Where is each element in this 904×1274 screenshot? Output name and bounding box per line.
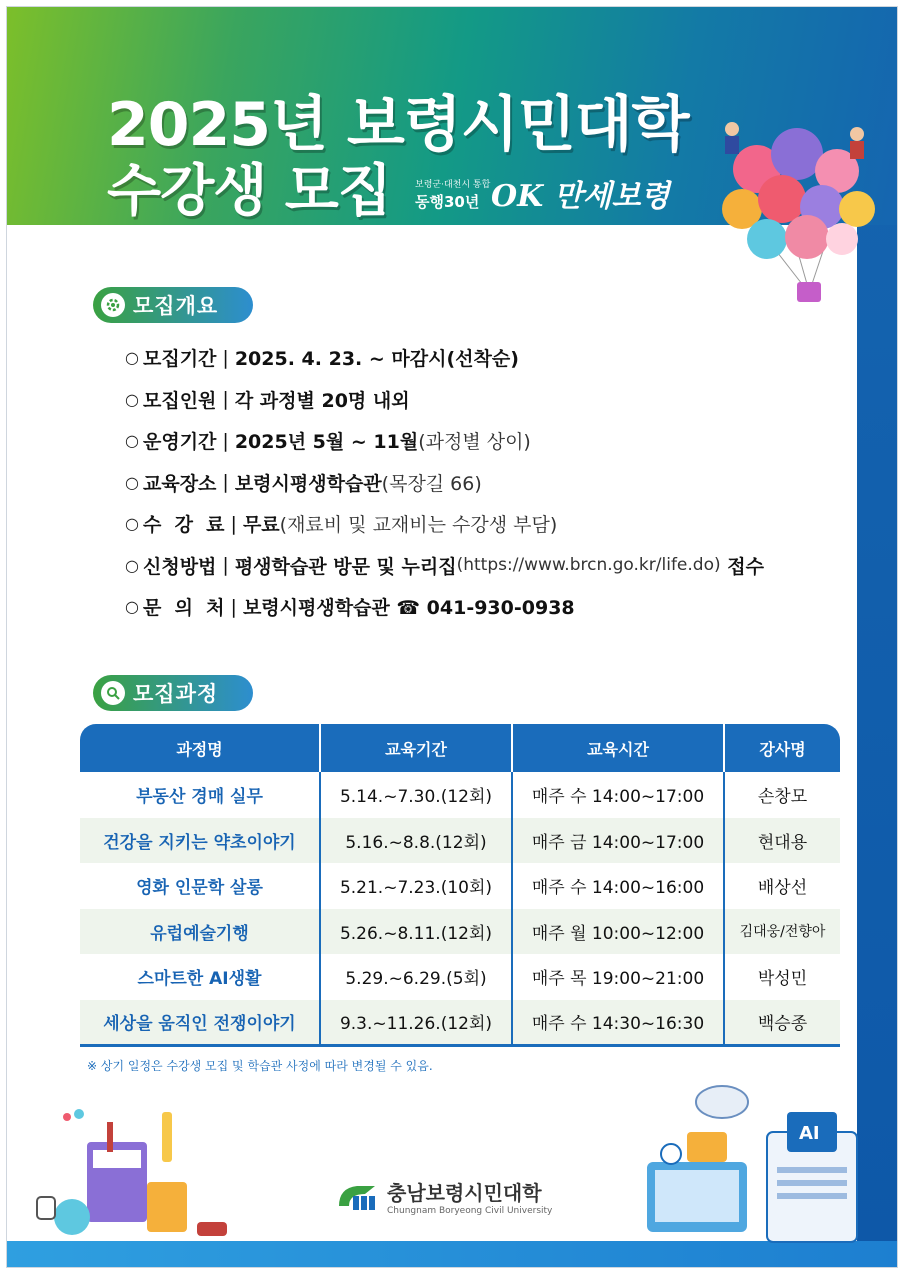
overview-item: ○ 교육장소 | 보령시평생학습관 (목장길 66) [125, 462, 855, 504]
table-row [80, 818, 840, 864]
course-time: 매주 월 10:00~12:00 [512, 909, 724, 955]
table-row [80, 863, 840, 909]
circle-bullet-icon: ○ [125, 597, 139, 617]
course-instructor: 손창모 [757, 787, 808, 808]
section-title-overview: 모집개요 [133, 294, 219, 318]
section-header-overview [93, 287, 253, 323]
item-tail: 접수 [720, 555, 764, 578]
item-label: 교육장소 [143, 472, 217, 495]
slogan-big: 동행30년 [415, 193, 480, 211]
course-time: 매주 금 14:00~17:00 [512, 818, 724, 864]
course-name: 유럽예술기행 [80, 909, 320, 955]
ai-technology-illustration [627, 1072, 887, 1252]
schedule-note: ※ 상기 일정은 수강생 모집 및 학습관 사정에 따라 변경될 수 있음. [87, 1059, 433, 1073]
item-note: (목장길 66) [381, 472, 482, 495]
item-label: 운영기간 [143, 431, 217, 454]
item-value: 보령시평생학습관 [234, 472, 382, 495]
gear-icon [101, 293, 125, 317]
course-time: 매주 목 19:00~21:00 [512, 954, 724, 1000]
table-header-row [80, 724, 840, 772]
course-period: 5.26.~8.11.(12회) [320, 909, 512, 955]
item-label: 모집인원 [143, 389, 217, 412]
course-period: 5.29.~6.29.(5회) [320, 954, 512, 1000]
university-english-name: Chungnam Boryeong Civil University [387, 1206, 553, 1216]
circle-bullet-icon: ○ [125, 348, 139, 368]
item-value: 보령시평생학습관 ☎ 041-930-0938 [242, 597, 575, 620]
item-value: 각 과정별 20명 내외 [234, 389, 410, 412]
slogan-small: 보령군·대천시 통합 [415, 180, 491, 190]
overview-item: ○ 문 의 처 | 보령시평생학습관 ☎ 041-930-0938 [125, 586, 855, 628]
course-instructor: 백승종 [724, 1000, 840, 1046]
overview-item: ○ 신청방법 | 평생학습관 방문 및 누리집 (https://www.brcn.go.kr/life.do) 접수 [125, 545, 855, 587]
course-time: 매주 수 14:00~17:00 [512, 772, 724, 818]
circle-bullet-icon: ○ [125, 472, 139, 492]
circle-bullet-icon: ○ [125, 555, 139, 575]
table-row [80, 954, 840, 1000]
item-label: 모집기간 [143, 348, 217, 371]
table-row [80, 1000, 840, 1046]
course-instructor: 배상선 [757, 878, 808, 899]
overview-item: ○ 모집인원 | 각 과정별 20명 내외 [125, 379, 855, 421]
overview-item: ○ 운영기간 | 2025년 5월 ~ 11월 (과정별 상이) [125, 420, 855, 462]
item-label: 신청방법 [143, 555, 217, 578]
slogan-script: OK 만세보령 [491, 179, 670, 214]
course-period: 5.14.~7.30.(12회) [320, 772, 512, 818]
overview-item: ○ 수 강 료 | 무료 (재료비 및 교재비는 수강생 부담) [125, 503, 855, 545]
course-instructor: 김대웅/전향아 [724, 909, 840, 955]
overview-item: ○ 모집기간 | 2025. 4. 23. ~ 마감시(선착순) [125, 337, 855, 379]
university-name: 충남보령시민대학 [387, 1181, 542, 1205]
column-header: 과정명 [80, 724, 320, 772]
column-header: 교육시간 [512, 724, 724, 772]
balloons-illustration [697, 99, 897, 319]
item-value: 2025. 4. 23. ~ 마감시(선착순) [234, 348, 519, 371]
course-time: 매주 수 14:30~16:30 [512, 1000, 724, 1046]
item-label: 수 강 료 [143, 514, 225, 537]
course-name: 세상을 움직인 전쟁이야기 [80, 1000, 320, 1046]
search-icon [101, 681, 125, 705]
course-name: 스마트한 AI생활 [80, 954, 320, 1000]
course-table [80, 724, 840, 1047]
course-instructor: 박성민 [757, 969, 808, 990]
column-header: 강사명 [724, 724, 840, 772]
course-period: 5.21.~7.23.(10회) [320, 863, 512, 909]
ai-chip-label: AI [799, 1123, 820, 1144]
art-supplies-illustration [27, 1102, 267, 1252]
item-link[interactable]: (https://www.brcn.go.kr/life.do) [456, 555, 721, 576]
course-name: 영화 인문학 살롱 [80, 863, 320, 909]
poster [6, 6, 898, 1268]
table-row [80, 909, 840, 955]
section-header-courses [93, 675, 253, 711]
circle-bullet-icon: ○ [125, 431, 139, 451]
course-name: 건강을 지키는 약초이야기 [80, 818, 320, 864]
item-value: 평생학습관 방문 및 누리집 [234, 555, 457, 578]
item-label: 문 의 처 [143, 597, 225, 620]
column-header: 교육기간 [320, 724, 512, 772]
course-instructor: 현대용 [724, 818, 840, 864]
table-row [80, 772, 840, 818]
circle-bullet-icon: ○ [125, 514, 139, 534]
item-value: 무료 [242, 514, 280, 537]
overview-list [125, 337, 855, 628]
course-period: 9.3.~11.26.(12회) [320, 1000, 512, 1046]
title-line-1: 2025년 보령시민대학 [107, 90, 689, 160]
university-logo-icon [335, 1180, 381, 1214]
course-period: 5.16.~8.8.(12회) [320, 818, 512, 864]
university-logo [335, 1177, 552, 1216]
item-note: (재료비 및 교재비는 수강생 부담) [279, 514, 558, 537]
course-time: 매주 수 14:00~16:00 [512, 863, 724, 909]
section-title-courses: 모집과정 [133, 682, 219, 706]
item-value: 2025년 5월 ~ 11월 [234, 431, 419, 454]
title-line-2: 수강생 모집 [107, 159, 391, 224]
circle-bullet-icon: ○ [125, 389, 139, 409]
item-note: (과정별 상이) [418, 431, 531, 454]
course-name: 부동산 경매 실무 [80, 772, 320, 818]
